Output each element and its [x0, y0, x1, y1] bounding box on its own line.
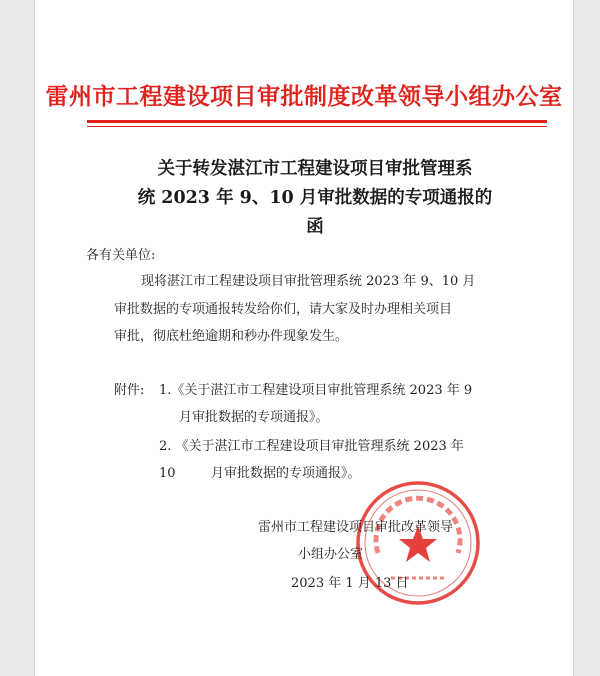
- attachment-1-line-2: 月审批数据的专项通报》。: [179, 410, 329, 425]
- attachments-label: 附件:: [114, 383, 145, 398]
- header-rule-thick: [87, 120, 547, 123]
- body-line-2: 审批数据的专项通报转发给你们，请大家及时办理相关项目: [114, 302, 453, 317]
- signature-org-line-1: 雷州市工程建设项目审批改革领导: [258, 520, 454, 535]
- attachment-2-number: 10: [159, 466, 176, 481]
- salutation: 各有关单位:: [86, 248, 156, 263]
- title-line-2: 统 2023 年 9、10 月审批数据的专项通报的: [137, 188, 493, 208]
- header-rule-thin: [87, 126, 547, 127]
- signature-org-line-2: 小组办公室: [298, 547, 364, 562]
- document-title: [115, 155, 515, 242]
- attachment-1-line-1: 1.《关于湛江市工程建设项目审批管理系统 2023 年 9: [159, 383, 473, 398]
- attachment-2-line-1: 2. 《关于湛江市工程建设项目审批管理系统 2023 年: [159, 439, 464, 454]
- body-line-3: 审批，彻底杜绝逾期和秒办件现象发生。: [114, 329, 349, 344]
- body-line-1: 现将湛江市工程建设项目审批管理系统 2023 年 9、10 月: [141, 274, 476, 289]
- title-line-1: 关于转发湛江市工程建设项目审批管理系: [157, 159, 473, 179]
- attachment-2-line-2: 月审批数据的专项通报》。: [211, 466, 361, 481]
- org-header-title: 雷州市工程建设项目审批制度改革领导小组办公室: [45, 83, 563, 110]
- title-line-3: 函: [306, 217, 324, 237]
- signature-date: 2023 年 1 月 13 日: [291, 576, 409, 591]
- document-page: [34, 0, 574, 676]
